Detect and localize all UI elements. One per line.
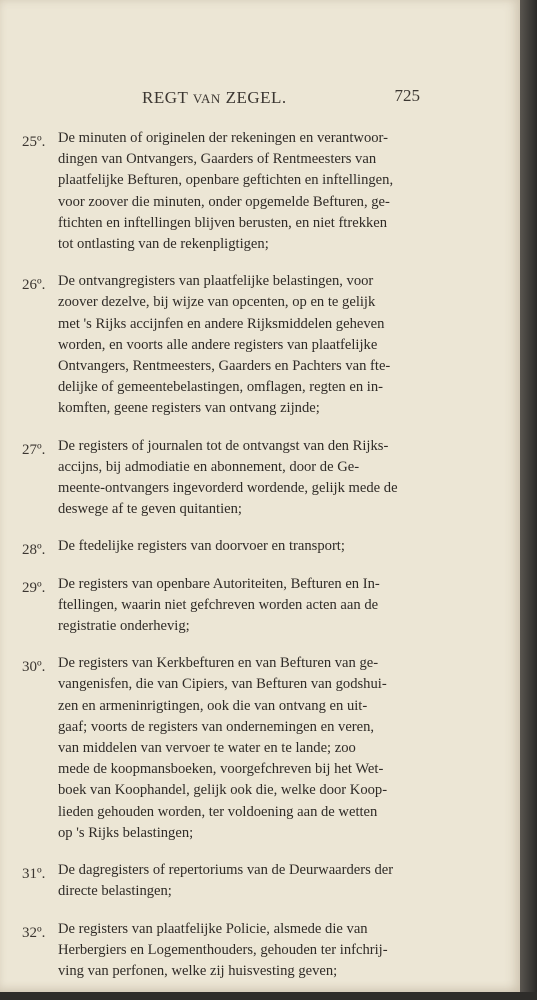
entry-text-line: meente-ontvangers ingevorderd wordende, gelijk mede de: [58, 480, 398, 497]
numbered-entry: [22, 919, 414, 983]
entry-text-line: lieden gehouden worden, ter voldoening aan de wetten: [58, 803, 378, 820]
entry-text-line: tot ontlasting van de rekenpligtigen;: [58, 236, 269, 253]
entry-text-line: zen en armeninrigtingen, ook die van ontvang en uit-: [58, 697, 368, 714]
entry-number: 26º.: [22, 277, 46, 294]
entry-number: 28º.: [22, 542, 46, 559]
page-edge: [520, 0, 537, 1000]
entry-text-line: De dagregisters of repertoriums van de Deurwaarders der: [58, 862, 394, 879]
entry-text-line: worden, en voorts alle andere registers van plaatfelijke: [58, 336, 378, 353]
article-list: [22, 128, 414, 998]
entry-text-line: op 's Rijks belastingen;: [58, 824, 194, 841]
running-header: [52, 88, 420, 118]
numbered-entry: [22, 653, 414, 844]
entry-text-line: met 's Rijks accijnfen en andere Rijksmiddelen geheven: [58, 315, 385, 332]
running-title: [142, 88, 287, 108]
entry-text-line: De minuten of originelen der rekeningen en verantwoor-: [58, 130, 388, 146]
entry-text-line: accijns, bij admodiatie en abonnement, door de Ge-: [58, 458, 360, 475]
entry-text-line: De registers van openbare Autoriteiten, Befturen en In-: [58, 575, 380, 592]
numbered-entry: [22, 271, 414, 419]
entry-text-line: De registers of journalen tot de ontvangst van den Rijks-: [58, 437, 389, 454]
entry-text-line: deswege af te geven quitantien;: [58, 501, 242, 518]
page-number: 725: [394, 86, 420, 105]
entry-text-line: ving van perfonen, welke zij huisvesting geven;: [58, 962, 338, 979]
entry-text-line: registratie onderhevig;: [58, 618, 190, 635]
page-edge: [0, 992, 537, 1000]
entry-text-line: ftellingen, waarin niet gefchreven worden acten aan de: [58, 596, 379, 613]
entry-number: 25º.: [22, 134, 46, 150]
numbered-entry: [22, 436, 414, 521]
entry-number: 29º.: [22, 579, 46, 596]
running-title-part: REGT: [142, 88, 193, 107]
entry-text-line: ftichten en inftellingen blijven berusten, en niet ftrekken: [58, 214, 388, 231]
running-title-part: ZEGEL.: [220, 88, 287, 107]
entry-text-line: voor zoover die minuten, onder opgemelde Befturen, ge-: [58, 193, 390, 210]
entry-number: 27º.: [22, 441, 46, 458]
entry-text-line: De ftedelijke registers van doorvoer en transport;: [58, 538, 345, 555]
numbered-entry: [22, 860, 414, 902]
entry-text-line: gaaf; voorts de registers van ondernemingen en veren,: [58, 718, 375, 735]
entry-text-line: De registers van plaatfelijke Policie, alsmede die van: [58, 920, 368, 937]
entry-text-line: Herbergiers en Logementhouders, gehouden ter infchrij-: [58, 941, 388, 958]
entry-number: 30º.: [22, 659, 46, 676]
entry-text-line: boek van Koophandel, gelijk ook die, welke door Koop-: [58, 782, 388, 799]
entry-text-line: zoover dezelve, bij wijze van opcenten, op en te gelijk: [58, 294, 376, 311]
running-title-part: VAN: [192, 91, 221, 106]
entry-text-line: komften, geene registers van ontvang zijnde;: [58, 400, 320, 417]
entry-number: 32º.: [22, 924, 46, 941]
entry-text-line: delijke of gemeentebelastingen, omflagen, regten en in-: [58, 379, 383, 396]
entry-text-line: De ontvangregisters van plaatfelijke belastingen, voor: [58, 273, 374, 290]
entry-text-line: plaatfelijke Befturen, openbare geftichten en inftellingen,: [58, 172, 394, 189]
entry-text-line: dingen van Ontvangers, Gaarders of Rentmeesters van: [58, 151, 377, 168]
entry-text-line: vangenisfen, die van Cipiers, van Befturen van godshui-: [58, 676, 387, 693]
numbered-entry: [22, 128, 414, 255]
entry-text-line: mede de koopmansboeken, voorgefchreven bij het Wet-: [58, 761, 384, 778]
numbered-entry: [22, 536, 414, 557]
entry-text-line: directe belastingen;: [58, 883, 172, 900]
entry-number: 31º.: [22, 866, 46, 883]
entry-text-line: De registers van Kerkbefturen en van Befturen van ge-: [58, 655, 379, 672]
numbered-entry: [22, 574, 414, 638]
entry-text-line: van middelen van vervoer te water en te lande; zoo: [58, 740, 356, 757]
entry-text-line: Ontvangers, Rentmeesters, Gaarders en Pachters van fte-: [58, 358, 391, 375]
